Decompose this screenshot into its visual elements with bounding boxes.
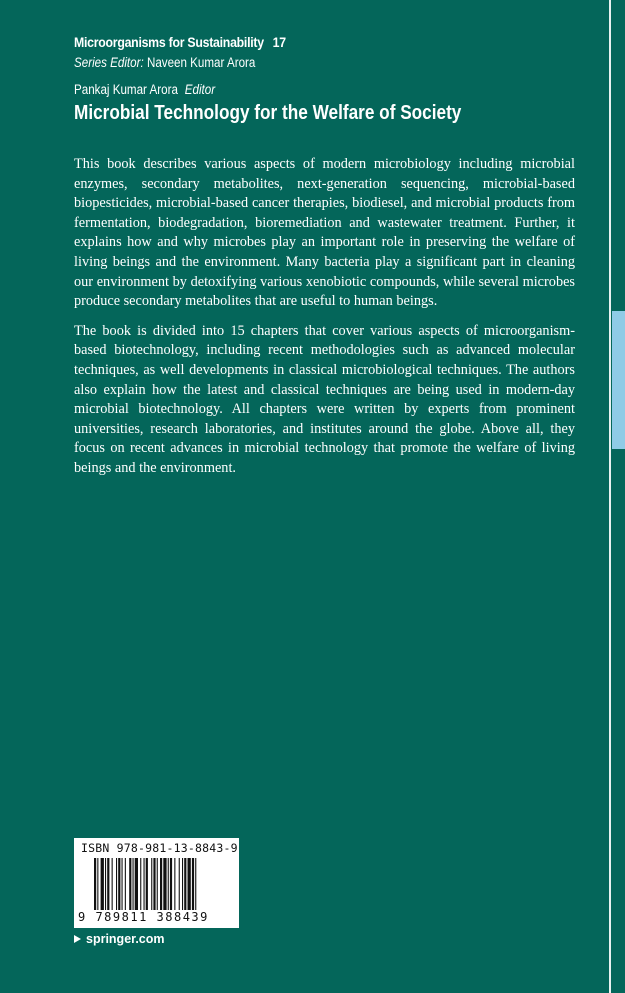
barcode-bar bbox=[151, 858, 152, 914]
barcode-box bbox=[74, 838, 239, 928]
barcode-bar bbox=[140, 858, 141, 914]
barcode-bar bbox=[122, 858, 123, 914]
book-editor-name: Pankaj Kumar Arora bbox=[74, 82, 178, 97]
barcode-digits: 9 789811 388439 bbox=[78, 910, 209, 924]
book-title: Microbial Technology for the Welfare of Society bbox=[74, 102, 462, 124]
barcode-bar bbox=[179, 858, 180, 914]
barcode-bar bbox=[118, 858, 120, 914]
series-editor-label: Series Editor: bbox=[74, 55, 144, 70]
publisher-link[interactable] bbox=[74, 932, 165, 946]
book-description bbox=[74, 155, 575, 489]
barcode-bar bbox=[170, 858, 172, 914]
barcode-bar bbox=[94, 858, 96, 914]
barcode-bar bbox=[168, 858, 169, 914]
barcode-bar bbox=[135, 858, 138, 914]
series-editor-name: Naveen Kumar Arora bbox=[146, 55, 256, 70]
accent-strip bbox=[612, 311, 625, 449]
barcode-bar bbox=[129, 858, 131, 914]
series-number: 17 bbox=[272, 34, 286, 50]
barcode-bar bbox=[157, 858, 158, 914]
barcode-bar bbox=[163, 858, 166, 914]
barcode-bar bbox=[174, 858, 175, 914]
barcode-bar bbox=[105, 858, 106, 914]
barcode-bar bbox=[125, 858, 126, 914]
description-paragraph: This book describes various aspects of modern microbiology including microbial enzymes, secondary metabolites, next-generation sequencing, microbial-based biopesticides, microbial-based cancer therapies, biodiesel, and microbial products from fermentation, biodegradation, bioremediation and wastewater treatment. Further, it explains how and why microbes play an important role in preserving the welfare of living beings and the environment. Many bacteria play a significant part in cleaning our environment by detoxifying various xenobiotic compounds, while several microbes produce secondary metabolites that are useful to human beings. bbox=[74, 156, 575, 310]
barcode-bars bbox=[94, 858, 234, 914]
barcode-bar bbox=[144, 858, 145, 914]
barcode-bar bbox=[116, 858, 117, 914]
barcode-bar bbox=[97, 858, 98, 914]
description-paragraph: The book is divided into 15 chapters that cover various aspects of microorganism-based biotechnology, including recent methodologies such as advanced molecular techniques, as well developments in classical microbiological techniques. The authors also explain how the latest and classical techniques are being used in modern-day microbial biotechnology. All chapters were written by experts from prominent universities, research laboratories, and institutes around the globe. Above all, they focus on recent advances in microbial technology that promote the welfare of living beings and the environment. bbox=[74, 322, 575, 476]
barcode-bar bbox=[184, 858, 186, 914]
barcode-bar bbox=[133, 858, 134, 914]
barcode-bar bbox=[192, 858, 194, 914]
barcode-bar bbox=[160, 858, 162, 914]
barcode-bar bbox=[188, 858, 191, 914]
series-editor bbox=[74, 55, 255, 70]
barcode-bar bbox=[101, 858, 104, 914]
barcode-bar bbox=[107, 858, 109, 914]
series-name: Microorganisms for Sustainability bbox=[74, 34, 264, 50]
barcode-bar bbox=[146, 858, 148, 914]
publisher-link-text: springer.com bbox=[86, 932, 165, 946]
spine-divider bbox=[609, 0, 611, 993]
barcode-bar bbox=[182, 858, 183, 914]
book-editor-label: Editor bbox=[184, 82, 216, 97]
barcode-bar bbox=[153, 858, 155, 914]
book-editor bbox=[74, 82, 215, 97]
series-title bbox=[74, 34, 286, 50]
barcode-bar bbox=[195, 858, 196, 914]
play-arrow-icon bbox=[74, 935, 81, 943]
isbn-text: ISBN 978-981-13-8843-9 bbox=[81, 841, 238, 855]
barcode-bar bbox=[112, 858, 113, 914]
